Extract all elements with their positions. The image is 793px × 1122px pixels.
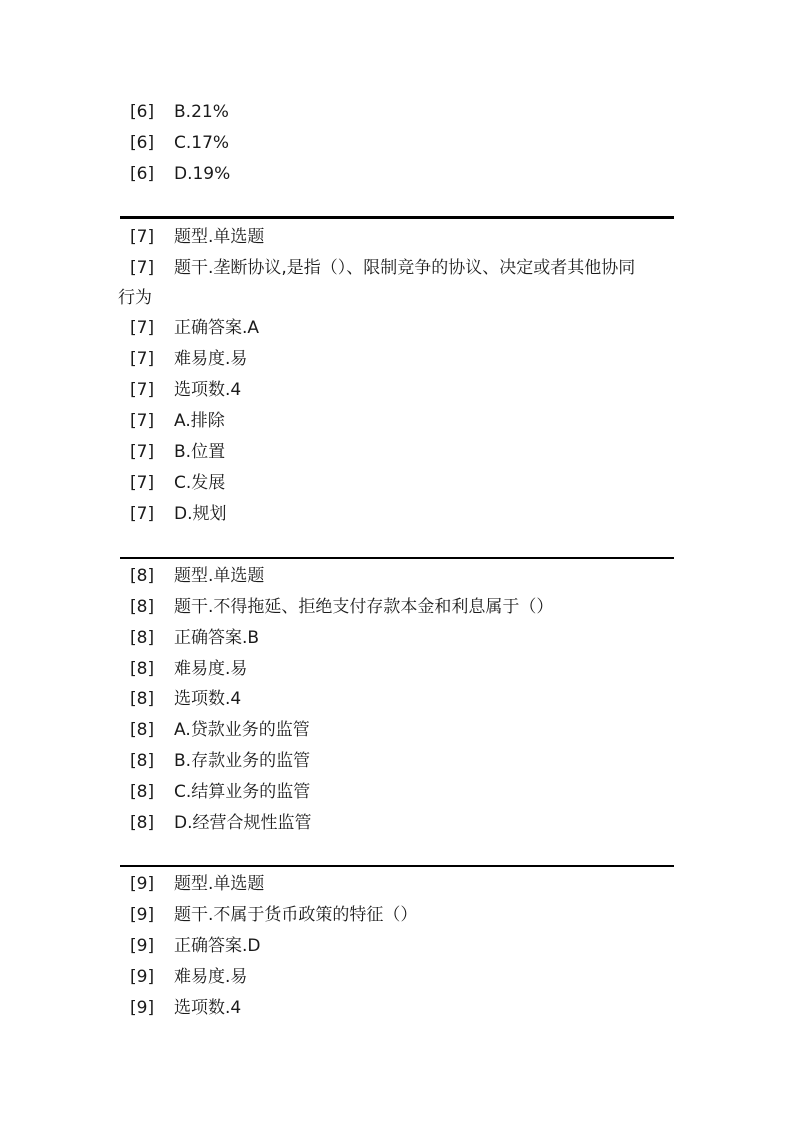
list-item: [130, 501, 675, 527]
section-divider: [120, 557, 674, 559]
question-number: [7]: [130, 442, 155, 462]
question-number: [8]: [130, 813, 155, 833]
question-number: [7]: [130, 380, 155, 400]
list-item: [130, 563, 675, 589]
question-stem: 题干.不属于货币政策的特征（）: [174, 905, 418, 925]
list-item: [130, 594, 675, 620]
question-number: [8]: [130, 659, 155, 679]
section-divider: [120, 216, 674, 219]
option-text: C.结算业务的监管: [174, 782, 311, 802]
list-item: [130, 686, 675, 712]
list-item: [130, 717, 675, 743]
list-item: [130, 748, 675, 774]
question-number: [6]: [130, 164, 155, 184]
question-number: [8]: [130, 628, 155, 648]
list-item: [130, 964, 675, 990]
option-count: 选项数.4: [174, 998, 242, 1018]
option-text: D.规划: [174, 504, 227, 524]
option-text: A.排除: [174, 411, 225, 431]
option-text: D.19%: [174, 164, 231, 184]
question-number: [7]: [130, 349, 155, 369]
question-number: [9]: [130, 998, 155, 1018]
list-item: [130, 810, 675, 836]
list-item: [130, 933, 675, 959]
list-item: [130, 871, 675, 897]
difficulty: 难易度.易: [174, 967, 248, 987]
question-type: 题型.单选题: [174, 874, 265, 894]
question-number: [9]: [130, 905, 155, 925]
question-number: [8]: [130, 751, 155, 771]
list-item: [130, 346, 675, 372]
section-divider: [120, 865, 674, 867]
question-number: [7]: [130, 318, 155, 338]
question-type: 题型.单选题: [174, 227, 265, 247]
question-number: [8]: [130, 597, 155, 617]
list-item: [130, 255, 675, 281]
list-item: [130, 902, 675, 928]
question-stem: 题干.垄断协议,是指（）、限制竞争的协议、决定或者其他协同: [174, 258, 636, 278]
option-text: C.发展: [174, 473, 226, 493]
option-count: 选项数.4: [174, 689, 242, 709]
question-number: [9]: [130, 936, 155, 956]
option-count: 选项数.4: [174, 380, 242, 400]
question-number: [6]: [130, 102, 155, 122]
question-stem-continued: 行为: [118, 288, 152, 308]
difficulty: 难易度.易: [174, 659, 248, 679]
question-number: [9]: [130, 874, 155, 894]
list-item: [130, 995, 675, 1021]
question-number: [7]: [130, 258, 155, 278]
list-item: [130, 656, 675, 682]
option-text: C.17%: [174, 133, 230, 153]
list-item: [130, 224, 675, 250]
list-item: [130, 377, 675, 403]
question-number: [8]: [130, 720, 155, 740]
question-number: [7]: [130, 504, 155, 524]
option-text: D.经营合规性监管: [174, 813, 312, 833]
list-item: [130, 779, 675, 805]
question-number: [7]: [130, 227, 155, 247]
question-number: [6]: [130, 133, 155, 153]
question-number: [7]: [130, 473, 155, 493]
list-item: [130, 625, 675, 651]
option-text: B.位置: [174, 442, 226, 462]
question-number: [8]: [130, 566, 155, 586]
question-number: [7]: [130, 411, 155, 431]
correct-answer: 正确答案.A: [174, 318, 260, 338]
question-number: [8]: [130, 689, 155, 709]
list-item: [130, 161, 675, 187]
list-item: [130, 130, 675, 156]
option-text: B.存款业务的监管: [174, 751, 311, 771]
correct-answer: 正确答案.D: [174, 936, 261, 956]
list-item: [130, 315, 675, 341]
difficulty: 难易度.易: [174, 349, 248, 369]
correct-answer: 正确答案.B: [174, 628, 260, 648]
list-item: [130, 470, 675, 496]
question-number: [9]: [130, 967, 155, 987]
list-item: [130, 99, 675, 125]
list-item: [130, 439, 675, 465]
list-item: [130, 408, 675, 434]
question-type: 题型.单选题: [174, 566, 265, 586]
option-text: B.21%: [174, 102, 229, 122]
option-text: A.贷款业务的监管: [174, 720, 310, 740]
question-number: [8]: [130, 782, 155, 802]
question-stem: 题干.不得拖延、拒绝支付存款本金和利息属于（）: [174, 597, 554, 617]
